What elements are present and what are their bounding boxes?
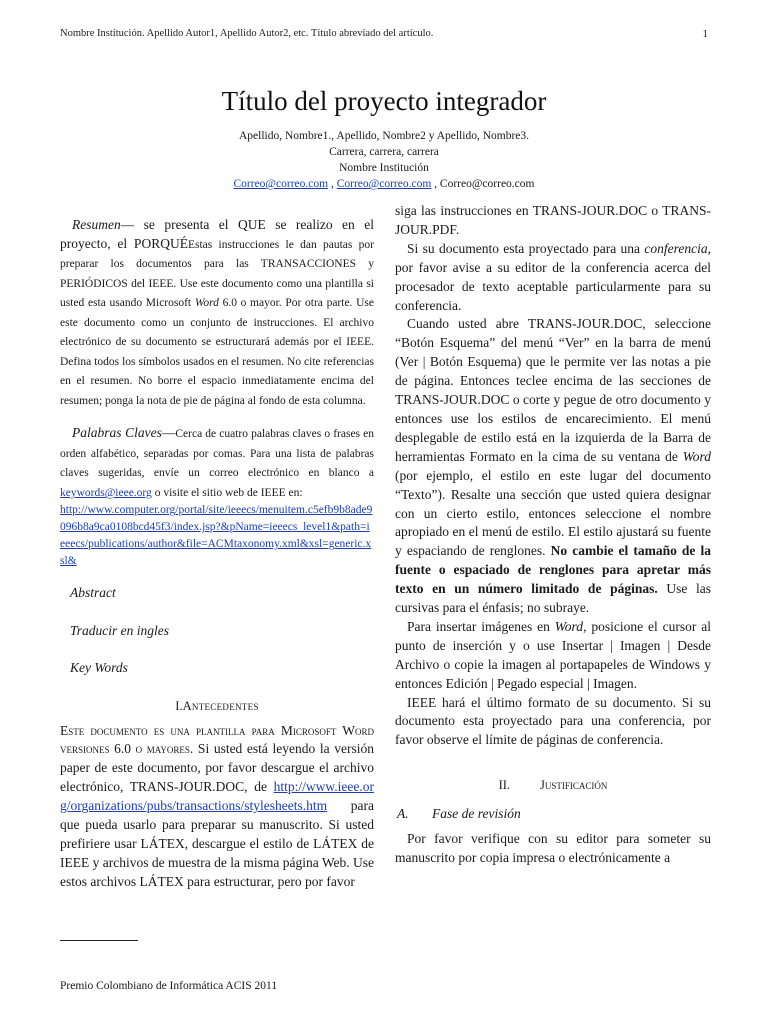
text-run: (por ejemplo, el estilo en este lugar del documento “Texto”). Resalte una sección que usted quiera designar con un cierto estilo, entonces seleccione el nombre apropiado en el menú de estilo. El estilo ajustará su fuente y espaciando de renglones. bbox=[395, 467, 711, 559]
keywords-body: Cerca de cuatro palabras claves o frases en orden alfabético, separadas por comas. Para una lista de palabras claves sugeridas, envíe un correo electrónico en blanco a bbox=[60, 428, 374, 480]
resumen-body: Estas instrucciones le dan pautas por preparar los documentos para las TRANSACCIONES y PERIÓDICOS del IEEE. Use este documento como una plantilla si usted esta usando Microsoft bbox=[60, 238, 374, 310]
body-paragraph bbox=[395, 315, 711, 618]
author-names: Apellido, Nombre1., Apellido, Nombre2 y Apellido, Nombre3. bbox=[238, 130, 529, 142]
text-run: , posicione el cursor al punto de inserción y o use Insertar | Imagen | Desde Archivo o copie la imagen al portapapeles de Windows y entonces Edición | Pegado especial | Imagen. bbox=[395, 618, 711, 691]
right-column bbox=[395, 202, 711, 868]
resumen-word: Word bbox=[194, 297, 219, 310]
email-link-2[interactable]: Correo@correo.com bbox=[336, 178, 432, 190]
subsection-heading bbox=[395, 805, 711, 824]
keywords-url-wrap bbox=[60, 502, 374, 570]
email-separator: , bbox=[328, 178, 337, 190]
italic-run: Word bbox=[554, 618, 584, 634]
section-title: Antecedentes bbox=[182, 698, 259, 713]
subsection-title: Fase de revisión bbox=[432, 806, 521, 822]
section-title: Justificación bbox=[540, 778, 608, 793]
bold-run: No cambie el tamaño de la fuente o espaciado de renglones para apretar más texto en un número limitado de páginas. bbox=[395, 543, 712, 597]
abstract-line: Key Words bbox=[70, 660, 128, 676]
abstract-line: Traducir en ingles bbox=[70, 622, 170, 638]
section-number: I. bbox=[175, 698, 183, 713]
abstract-paragraph bbox=[60, 216, 374, 410]
email-separator: , bbox=[431, 178, 440, 190]
author-emails bbox=[0, 176, 768, 192]
body-paragraph: Por favor verifique con su editor para someter su manuscrito por copia impresa o electrónicamente a bbox=[395, 831, 711, 865]
author-careers: Carrera, carrera, carrera bbox=[329, 146, 439, 158]
email-link-1[interactable]: Correo@correo.com bbox=[233, 178, 329, 190]
left-column bbox=[60, 216, 374, 892]
body-paragraph: IEEE hará el último formato de su documento. Si su documento esta proyectado para una conferencia, por favor observe el límite de páginas de conferencia. bbox=[395, 694, 711, 748]
abstract-line: Abstract bbox=[70, 585, 116, 601]
text-run: Si su documento esta proyectado para una bbox=[407, 240, 645, 256]
section-number: II. bbox=[498, 778, 511, 793]
italic-run: Word bbox=[682, 448, 711, 464]
email-text-3: Correo@correo.com bbox=[439, 178, 535, 190]
text-run: Para insertar imágenes en bbox=[407, 618, 555, 634]
paper-title: Título del proyecto integrador bbox=[221, 86, 547, 116]
author-block bbox=[0, 128, 768, 192]
footnote-rule bbox=[60, 940, 138, 941]
body-paragraph bbox=[395, 618, 711, 694]
text-run: , por favor avise a su editor de la conferencia acerca del procesador de texto aceptable particularmente para su conferencia. bbox=[395, 240, 711, 313]
subsection-letter: A. bbox=[397, 806, 409, 822]
resumen-lead: — se presenta el QUE se realizo en el proyecto, el PORQUÉ bbox=[60, 217, 374, 251]
text-run: Cuando usted abre TRANS-JOUR.DOC, seleccione “Botón Esquema” del menú “Ver” en la barra de menú (Ver | Botón Esquema) que le permite ver las notas a pie de página. Entonces teclee encima de las secciones de TRANS-JOUR.DOC o corte y pegue de otro documento y entonces use los estilos de encarecimiento. El menú desplegable de estilo está en la izquierda de la Barra de herramientas Formato en la cima de su ventana de bbox=[395, 316, 711, 464]
resumen-body-2: 6.0 o mayor. Por otra parte. Use este documento como un conjunto de instrucciones. El archivo electrónico de su documento se estructurará además por el IEEE. Defina todos los símbolos usados en el resumen. No cite referencias en el resumen. No borre el espacio inmediatamente encima del resumen; ponga la nota de pie de página al fondo de esta columna. bbox=[60, 297, 374, 407]
keywords-body-2: o visite el sitio web de IEEE en: bbox=[151, 486, 303, 499]
abstract-list bbox=[60, 584, 374, 678]
resumen-label: Resumen bbox=[72, 217, 121, 232]
page-number: 1 bbox=[702, 28, 708, 40]
section1-body-2: para que pueda usarlo para preparar su manuscrito. Si usted prefiriere usar LÁTEX, descargue el estilo de LÁTEX de IEEE y archivos de muestra de la misma página Web. Use estos archivos LÁTEX para estructurar, pero por favor bbox=[60, 798, 374, 889]
section1-url-link[interactable]: http://www.ieee.org/organizations/pubs/transactions/stylesheets.htm bbox=[60, 779, 374, 814]
italic-run: conferencia bbox=[644, 240, 708, 256]
keywords-url-link[interactable]: http://www.computer.org/portal/site/ieeecs/menuitem.c5efb9b8ade9096b8a9ca0108bcd45f3/index.jsp?&pName=ieeecs_level1&path=ieeecs/publications/author&file=ACMtaxonomy.xml&xsl=generic.xsl& bbox=[60, 504, 373, 568]
page-footer: Premio Colombiano de Informática ACIS 2011 bbox=[60, 980, 278, 992]
author-institution: Nombre Institución bbox=[339, 162, 429, 174]
keywords-dash: — bbox=[161, 425, 176, 441]
section-heading-2 bbox=[395, 776, 711, 795]
body-paragraph bbox=[395, 240, 711, 316]
section1-lead: Este documento es una plantilla para Microsoft Word versiones 6.0 o mayores. bbox=[60, 722, 374, 757]
text-run: Use las cursivas para el énfasis; no subraye. bbox=[395, 581, 711, 616]
body-paragraph: siga las instrucciones en TRANS-JOUR.DOC o TRANS-JOUR.PDF. bbox=[395, 203, 711, 237]
keywords-label: Palabras Claves bbox=[72, 425, 162, 441]
section1-paragraph bbox=[60, 722, 374, 892]
keywords-paragraph bbox=[60, 424, 374, 502]
keywords-email-link[interactable]: keywords@ieee.org bbox=[60, 486, 152, 499]
running-head: Nombre Institución. Apellido Autor1, Apellido Autor2, etc. Título abreviado del artículo. bbox=[60, 28, 434, 39]
section-heading-1 bbox=[60, 697, 374, 716]
section1-body: Si usted está leyendo la versión paper de este documento, por favor descargue el archivo electrónico, TRANS-JOUR.DOC, de bbox=[60, 741, 375, 795]
